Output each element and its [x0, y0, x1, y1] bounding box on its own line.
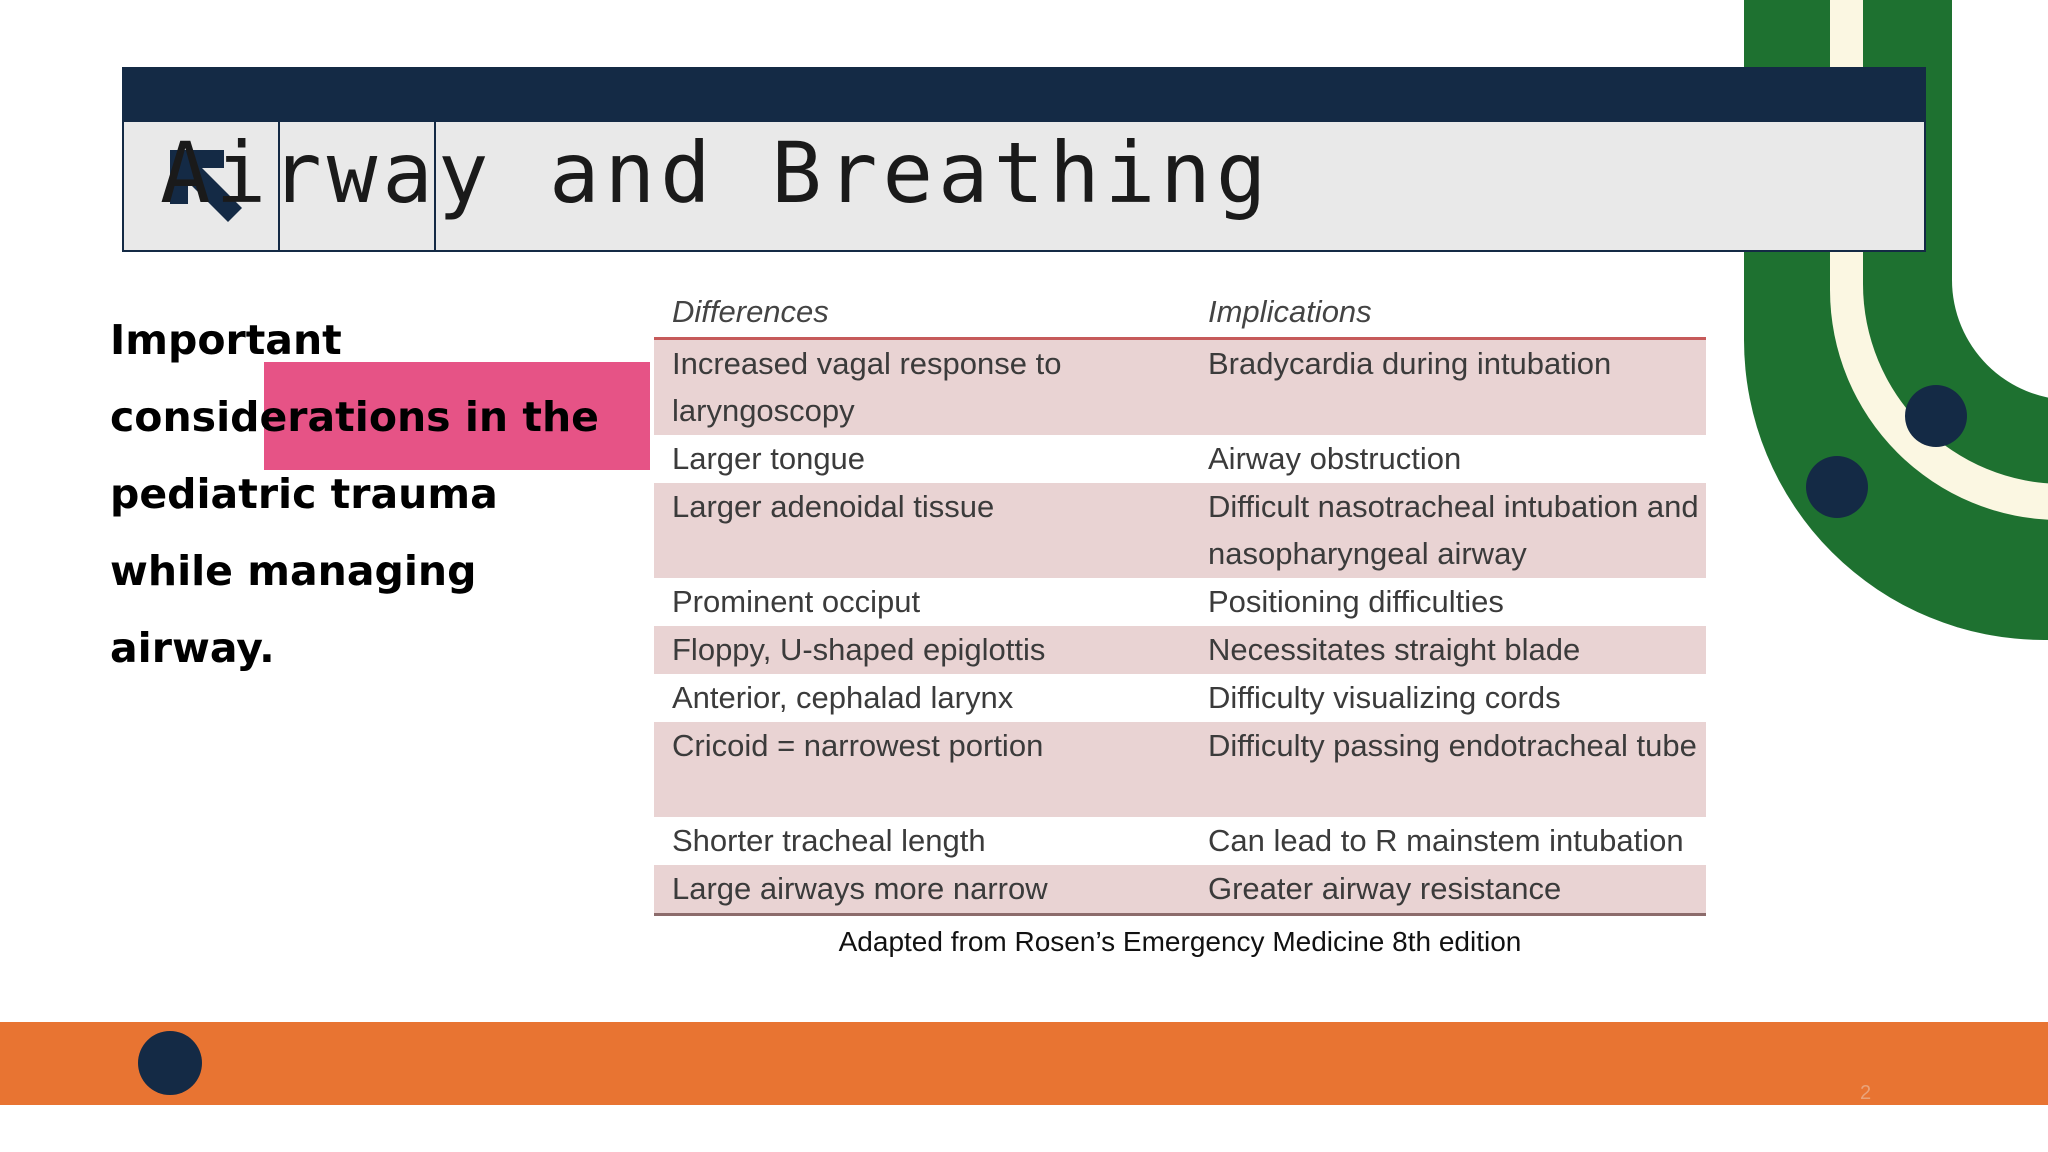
implication-cell: Airway obstruction	[1208, 441, 1462, 476]
decorative-dot	[1905, 385, 1967, 447]
difference-cell: Anterior, cephalad larynx	[672, 680, 1014, 715]
implication-cell: Difficulty visualizing cords	[1208, 680, 1561, 715]
difference-cell: Larger adenoidal tissue	[654, 483, 1190, 578]
title-bar	[122, 67, 1926, 123]
difference-cell: Cricoid = narrowest portion	[654, 722, 1190, 817]
table-row	[654, 722, 1706, 817]
implication-cell: Difficulty passing endotracheal tube	[1190, 722, 1706, 817]
table-header-row	[654, 287, 1706, 339]
implication-cell: Bradycardia during intubation	[1190, 339, 1706, 436]
table-row	[654, 626, 1706, 674]
decorative-dot	[138, 1031, 202, 1095]
implication-cell: Necessitates straight blade	[1190, 626, 1706, 674]
footer-bar	[0, 1022, 2048, 1105]
table-row	[654, 578, 1706, 626]
implication-cell: Greater airway resistance	[1190, 865, 1706, 915]
difference-cell: Larger tongue	[672, 441, 866, 476]
table-row	[654, 339, 1706, 436]
difference-cell: Floppy, U-shaped epiglottis	[654, 626, 1190, 674]
differences-table	[654, 287, 1706, 916]
table-caption: Adapted from Rosen’s Emergency Medicine 8th edition	[838, 926, 1522, 957]
header-differences: Differences	[654, 287, 1190, 339]
difference-cell: Prominent occiput	[672, 584, 921, 619]
decorative-dot	[1806, 456, 1868, 518]
implication-cell: Difficult nasotracheal intubation and nasopharyngeal airway	[1190, 483, 1706, 578]
page-number: 2	[1860, 1082, 1872, 1104]
header-implications: Implications	[1190, 287, 1706, 339]
table	[654, 287, 1706, 916]
difference-cell: Large airways more narrow	[654, 865, 1190, 915]
title-box	[122, 122, 1926, 252]
table-row	[654, 865, 1706, 915]
difference-cell: Increased vagal response to laryngoscopy	[654, 339, 1190, 436]
page-title: Airway and Breathing	[160, 124, 1272, 222]
table-row	[654, 817, 1706, 865]
table-row	[654, 483, 1706, 578]
table-row	[654, 435, 1706, 483]
table-row	[654, 674, 1706, 722]
implication-cell: Can lead to R mainstem intubation	[1208, 823, 1684, 858]
implication-cell: Positioning difficulties	[1208, 584, 1504, 619]
difference-cell: Shorter tracheal length	[672, 823, 986, 858]
side-text: Important considerations in the pediatric trauma while managing airway.	[110, 316, 599, 672]
